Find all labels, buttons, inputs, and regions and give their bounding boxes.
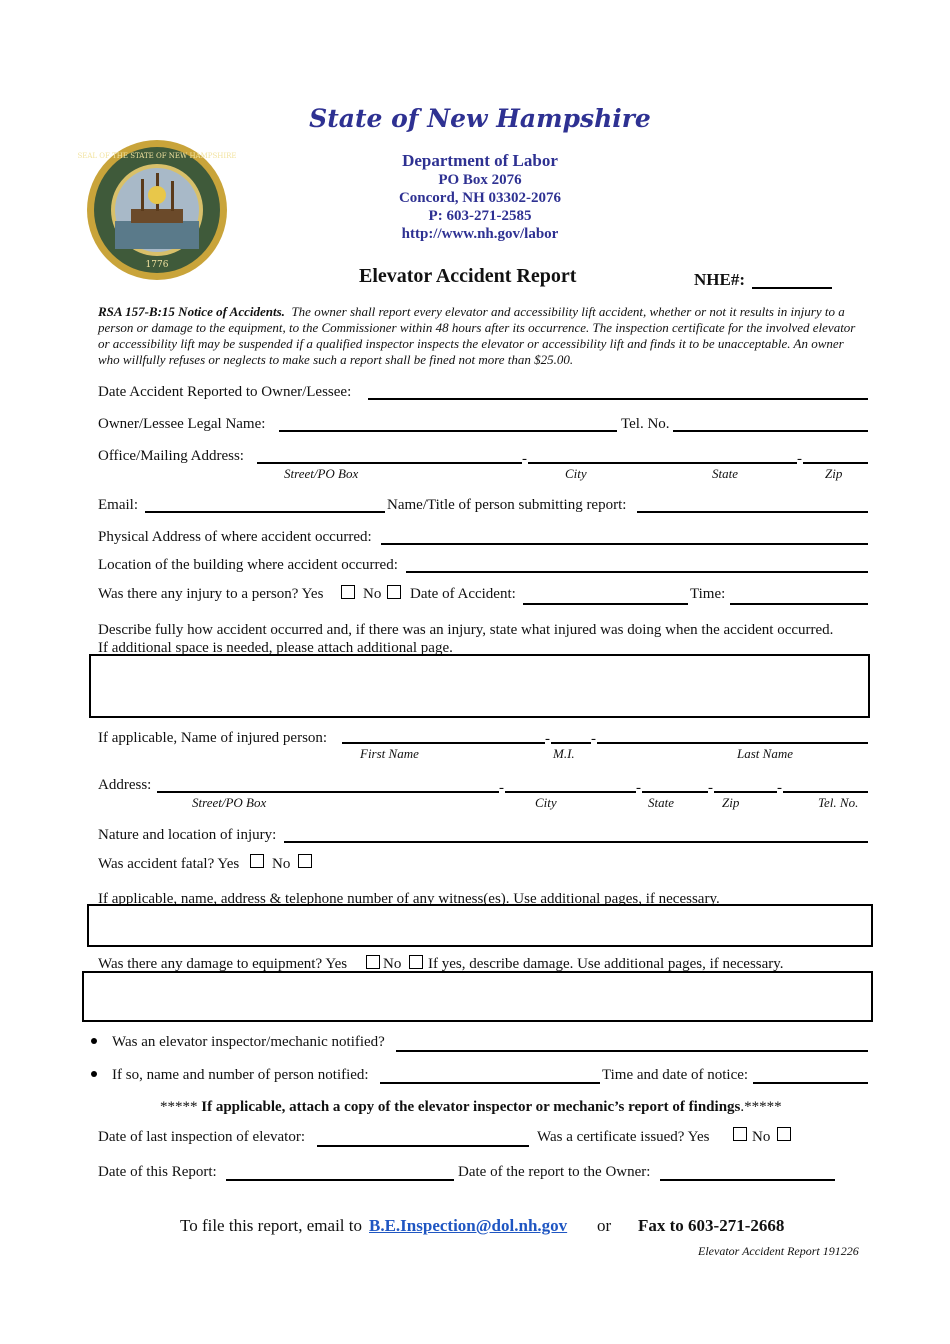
bullet-dot-1 — [91, 1038, 97, 1044]
certificate-yes-checkbox[interactable] — [733, 1127, 747, 1141]
damage-no-label: No — [383, 956, 402, 972]
injured-zip-field[interactable] — [714, 791, 777, 793]
mailing-street-field[interactable] — [257, 462, 522, 464]
mi-caption: M.I. — [553, 746, 575, 761]
state-title: State of New Hampshire — [309, 104, 651, 133]
notice-heading: RSA 157-B:15 Notice of Accidents. — [98, 304, 285, 319]
nhe-label: NHE#: — [694, 270, 745, 289]
street-po-caption: Street/PO Box — [284, 466, 359, 481]
date-report-owner-label: Date of the report to the Owner: — [458, 1164, 651, 1180]
injured-addr-dash-4: - — [777, 780, 782, 796]
injured-state-field[interactable] — [642, 791, 708, 793]
department-name: Department of Labor — [402, 151, 558, 170]
certificate-no-checkbox[interactable] — [777, 1127, 791, 1141]
last-inspection-field[interactable] — [317, 1145, 529, 1147]
physical-address-label: Physical Address of where accident occurred: — [98, 529, 372, 545]
certificate-no-label: No — [752, 1129, 771, 1145]
date-report-owner-field[interactable] — [660, 1179, 835, 1181]
state-caption: State — [712, 466, 738, 481]
mailing-dash-1: - — [522, 451, 527, 467]
mailing-dash-2: - — [797, 451, 802, 467]
injured-zip-caption: Zip — [722, 795, 740, 810]
submitter-label: Name/Title of person submitting report: — [387, 497, 627, 513]
date-of-accident-field[interactable] — [523, 603, 688, 605]
injured-addr-dash-1: - — [499, 780, 504, 796]
damage-description-box[interactable] — [82, 971, 873, 1022]
first-name-caption: First Name — [360, 746, 419, 761]
describe-instructions-1: Describe fully how accident occurred and, if there was an injury, state what injured was doing when the accident occurred. — [98, 622, 834, 638]
owner-name-field[interactable] — [279, 430, 617, 432]
email-label: Email: — [98, 497, 138, 513]
inspector-notified-label: Was an elevator inspector/mechanic notified? — [112, 1034, 385, 1050]
injured-city-caption: City — [535, 795, 557, 810]
time-date-notice-label: Time and date of notice: — [602, 1067, 749, 1083]
location-field[interactable] — [406, 571, 868, 573]
injured-street-caption: Street/PO Box — [192, 795, 267, 810]
damage-no-checkbox[interactable] — [409, 955, 423, 969]
owner-tel-field[interactable] — [673, 430, 868, 432]
injured-tel-caption: Tel. No. — [818, 795, 859, 810]
attach-stars-right: .***** — [740, 1099, 782, 1115]
time-label: Time: — [690, 586, 726, 602]
bullet-dot-2 — [91, 1071, 97, 1077]
injured-dash-1: - — [545, 731, 550, 747]
injured-dash-2: - — [591, 731, 596, 747]
date-of-report-field[interactable] — [226, 1179, 454, 1181]
inspector-notified-field[interactable] — [396, 1050, 868, 1052]
mailing-state-field[interactable] — [689, 462, 797, 464]
owner-name-label: Owner/Lessee Legal Name: — [98, 416, 266, 432]
zip-caption: Zip — [825, 466, 843, 481]
injury-no-label: No — [363, 586, 382, 602]
date-reported-label: Date Accident Reported to Owner/Lessee: — [98, 384, 352, 400]
attach-note-text: If applicable, attach a copy of the elevator inspector or mechanic’s report of findings — [201, 1099, 741, 1115]
damage-describe-label: If yes, describe damage. Use additional pages, if necessary. — [428, 956, 784, 972]
owner-tel-label: Tel. No. — [621, 416, 670, 432]
nhe-field[interactable] — [752, 287, 832, 289]
attach-note — [160, 1098, 782, 1116]
form-title: Elevator Accident Report — [359, 265, 577, 287]
or-text: or — [597, 1216, 612, 1235]
person-notified-label: If so, name and number of person notified: — [112, 1067, 369, 1083]
last-inspection-label: Date of last inspection of elevator: — [98, 1129, 306, 1145]
damage-question: Was there any damage to equipment? Yes — [98, 956, 348, 972]
witness-box[interactable] — [87, 904, 873, 947]
injured-last-name-field[interactable] — [597, 742, 868, 744]
mailing-address-label: Office/Mailing Address: — [98, 448, 244, 464]
form-identifier: Elevator Accident Report 191226 — [698, 1244, 859, 1258]
injured-addr-dash-3: - — [708, 780, 713, 796]
injured-city-field[interactable] — [505, 791, 636, 793]
submitter-field[interactable] — [637, 511, 868, 513]
submit-email-link[interactable]: B.E.Inspection@dol.nh.gov — [369, 1216, 568, 1235]
email-field[interactable] — [145, 511, 385, 513]
injury-yes-checkbox[interactable] — [341, 585, 355, 599]
time-field[interactable] — [730, 603, 868, 605]
notice-body: The owner shall report every elevator and accessibility lift accident, whether or not it results in injury to a person or damage to the equipment, to the Commissioner within 48 hours after its occurrence. The inspection certificate for the involved elevator or accessibility lift may be suspended if a qualified inspector inspects the elevator or accessibility lift and finds it to be unacceptable. An owner who willfully refuses or neglects to make such a report shall be fined not more than $25.00. — [98, 304, 856, 367]
time-date-notice-field[interactable] — [753, 1082, 868, 1084]
date-of-report-label: Date of this Report: — [98, 1164, 217, 1180]
attach-stars-left: ***** — [160, 1099, 198, 1115]
injured-tel-field[interactable] — [783, 791, 868, 793]
person-notified-field[interactable] — [380, 1082, 600, 1084]
witness-label: If applicable, name, address & telephone number of any witness(es). Use additional pages, if necessary. — [98, 891, 720, 907]
phone: P: 603-271-2585 — [428, 208, 532, 224]
notice-paragraph — [98, 304, 868, 368]
describe-instructions-2: If additional space is needed, please attach additional page. — [98, 640, 453, 656]
nature-injury-label: Nature and location of injury: — [98, 827, 277, 843]
injured-state-caption: State — [648, 795, 674, 810]
mailing-zip-field[interactable] — [803, 462, 868, 464]
date-reported-field[interactable] — [368, 398, 868, 400]
website-link[interactable]: http://www.nh.gov/labor — [401, 226, 559, 242]
file-instructions: To file this report, email to — [180, 1216, 362, 1235]
fatal-no-label: No — [272, 856, 291, 872]
certificate-question: Was a certificate issued? Yes — [537, 1129, 710, 1145]
fax-number: Fax to 603-271-2668 — [638, 1216, 785, 1235]
city-caption: City — [565, 466, 587, 481]
fatal-yes-checkbox[interactable] — [250, 854, 264, 868]
injury-no-checkbox[interactable] — [387, 585, 401, 599]
fatal-question: Was accident fatal? Yes — [98, 856, 240, 872]
svg-text:SEAL OF THE STATE OF NEW HAMPS: SEAL OF THE STATE OF NEW HAMPSHIRE — [77, 152, 237, 160]
city-zip: Concord, NH 03302-2076 — [398, 190, 562, 206]
mailing-city-field[interactable] — [528, 462, 689, 464]
location-label: Location of the building where accident occurred: — [98, 557, 398, 573]
physical-address-field[interactable] — [381, 543, 868, 545]
state-seal — [77, 139, 237, 281]
damage-yes-checkbox[interactable] — [366, 955, 380, 969]
injured-address-label: Address: — [98, 777, 152, 793]
po-box: PO Box 2076 — [438, 172, 522, 188]
date-of-accident-label: Date of Accident: — [410, 586, 516, 602]
injured-street-field[interactable] — [157, 791, 499, 793]
injured-first-name-field[interactable] — [342, 742, 545, 744]
fatal-no-checkbox[interactable] — [298, 854, 312, 868]
last-name-caption: Last Name — [737, 746, 793, 761]
injured-addr-dash-2: - — [636, 780, 641, 796]
injured-name-label: If applicable, Name of injured person: — [98, 730, 328, 746]
svg-text:1776: 1776 — [145, 260, 169, 270]
accident-description-box[interactable] — [89, 654, 870, 718]
injury-question: Was there any injury to a person? Yes — [98, 586, 324, 602]
injured-mi-field[interactable] — [551, 742, 591, 744]
nature-injury-field[interactable] — [284, 841, 868, 843]
